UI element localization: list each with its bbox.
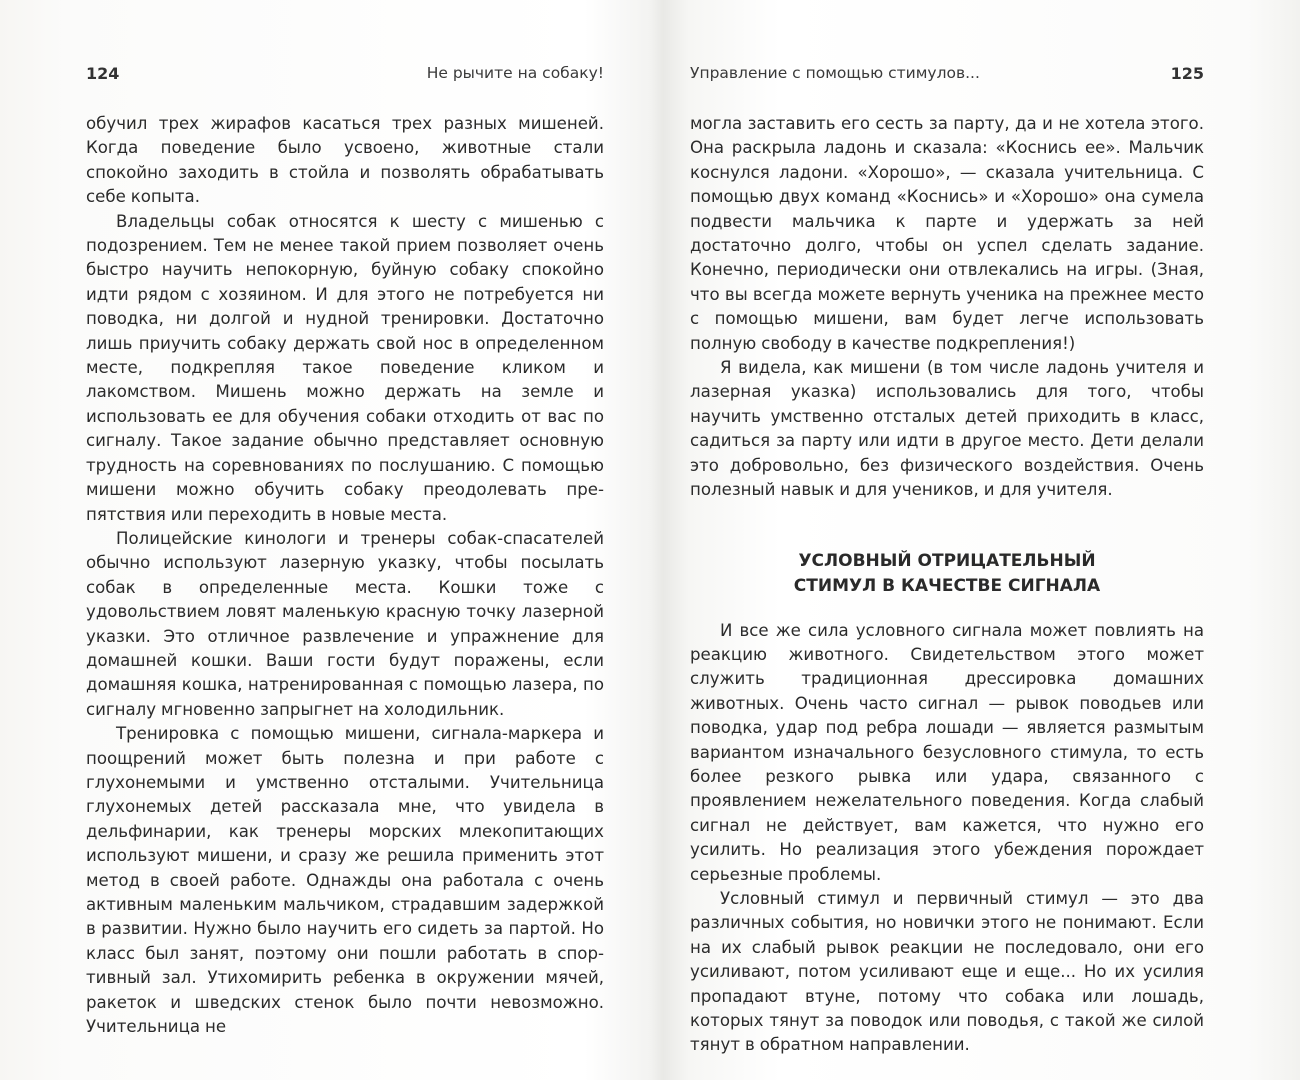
right-running-head — [690, 64, 1204, 88]
paragraph: могла заставить его сесть за парту, да и не хотела этого. Она раскрыла ладонь и сказала: «Коснись ее». Мальчик коснулся ладони. «Хорошо», — сказала учительница. С помощью двух команд «Коснись» и «Хорошо» она сумела подвести мальчика к парте и удержать за ней достаточно долго, чтобы он успел сделать задание. Конечно, периодически они отвлекались на игры. (Зная, что вы всегда можете вернуть ученика на прежнее место с помощью мишени, вам будет легче использовать полную свободу в качестве подкрепления!) — [690, 114, 1204, 353]
left-running-title: Не рычите на собаку! — [426, 64, 604, 82]
right-page-number: 125 — [1170, 64, 1204, 83]
paragraph: Я видела, как мишени (в том числе ладонь учителя и лазерная указка) использовались для того, чтобы научить умственно отсталых детей приходить в класс, садиться за парту или идти в другое место. Дети делали это добровольно, без физического воздействия. Очень полезный навык и для учеников, и для учителя. — [690, 358, 1204, 500]
paragraph: Условный стимул и первичный стимул — это два различных события, но новички этого не понимают. Если на их слабый рывок реакции не последовало, они его усиливают, потом усиливают еще и еще... Но их усилия пропадают втуне, потому что собака или лошадь, которых тянут за поводок или поводья, с такой же силой тянут в обратном направлении. — [690, 888, 1204, 1055]
right-page — [690, 0, 1204, 1080]
right-body-text — [690, 112, 1204, 1058]
paragraph: И все же сила условного сигнала может повлиять на реакцию животного. Свидетельством этого может служить традиционная дрессировка домашних животных. Очень часто сигнал — рывок поводьев или поводка, удар под ребра лошади — является размытым вариантом изначального безусловного стимула, то есть более резкого рывка или удара, связанного с проявлением нежелательного поведения. Когда слабый сигнал не действует, вам кажется, что нужно его усилить. Но реализация этого убеждения порождает серьезные проблемы. — [690, 620, 1204, 884]
left-body-text — [86, 112, 604, 1039]
paragraph: Полицейские кинологи и тренеры собак-спасателей обычно используют лазерную указку, чтобы посылать собак в определенные места. Кошки тоже с удовольствием ловят маленькую красную точку лазерной указки. Это отличное развлечение и упражнение для домашней кошки. Ваши гости будут поражены, если домашняя кошка, натренированная с помощью лазера, по сигналу мгновенно запрыгнет на холодильник. — [86, 528, 604, 719]
left-page-number: 124 — [86, 64, 120, 83]
section-heading-line: СТИМУЛ В КАЧЕСТВЕ СИГНАЛА — [793, 575, 1101, 596]
left-running-head — [86, 64, 604, 88]
left-page — [86, 0, 604, 1080]
section-heading — [690, 549, 1204, 599]
paragraph: Владельцы собак относятся к шесту с мишенью с подозрением. Тем не менее такой прием позволяет очень быстро научить непокорную, буйную собаку спокойно идти рядом с хозяином. И для этого не потребуется ни поводка, ни долгой и нудной тренировки. Достаточно лишь приучить собаку держать свой нос в определенном месте, подкрепляя такое поведение кликом и лакомством. Мишень можно держать на земле и использовать ее для обучения собаки отходить от вас по сигналу. Такое задание обычно представляет основную трудность на соревнованиях по послушанию. С помощью мишени можно обучить собаку преодолевать препятствия или переходить в новые места. — [86, 211, 604, 524]
paragraph: Тренировка с помощью мишени, сигнала-маркера и поощрений может быть полезна и при работе с глухонемыми и умственно отсталыми. Учительница глухонемых детей рассказала мне, что увидела в дельфинарии, как тренеры морских млекопитающих используют мишени, и сразу же решила применить этот метод в своей работе. Однажды она работала с очень активным маленьким мальчиком, страдавшим задержкой в развитии. Нужно было научить его сидеть за партой. Но класс был занят, поэтому они пошли работать в спортивный зал. Утихомирить ребенка в окружении мячей, ракеток и шведских стенок было почти невозможно. Учительница не — [86, 724, 604, 1037]
paragraph: обучил трех жирафов касаться трех разных мишеней. Когда поведение было усвоено, животные стали спокойно заходить в стойла и позволять обрабатывать себе копыта. — [86, 114, 604, 207]
right-running-title: Управление с помощью стимулов... — [690, 64, 980, 82]
section-heading-line: УСЛОВНЫЙ ОТРИЦАТЕЛЬНЫЙ — [798, 550, 1096, 571]
